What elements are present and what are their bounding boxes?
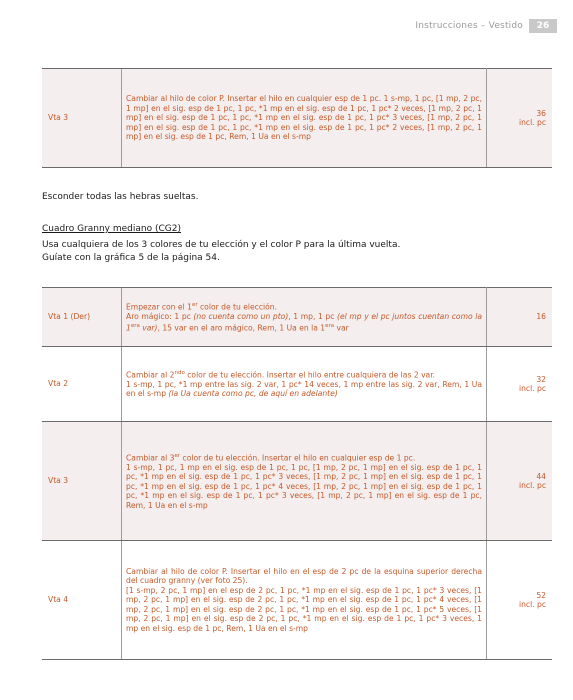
stitch-count-value: 52	[536, 590, 546, 600]
intro-line-2: Guíate con la gráfica 5 de la página 54.	[42, 253, 220, 263]
round-instructions: Cambiar al $2^{ndo}$ color de tu elección. Insertar el hilo entre cualquiera de las 2 var. 1 s-mp, 1 pc, *1 mp entre las sig. 2 var, 1 pc* 14 veces, 1 mp entre las sig. 2 var, Rem, 1 Ua en el s-mp (la Ua cuenta como pc, de aquí en adelante)	[122, 347, 487, 422]
stitch-count-note: incl. pc	[518, 600, 546, 609]
table-row	[42, 541, 552, 660]
stitch-count	[487, 69, 553, 168]
pattern-table-cg2	[42, 287, 552, 660]
pattern-table-top	[42, 68, 552, 168]
round-label: Vta 3	[42, 69, 122, 168]
stitch-count	[487, 347, 553, 422]
intro-line-1: Usa cualquiera de los 3 colores de tu elección y el color P para la última vuelta.	[42, 240, 401, 250]
section-title: Cuadro Granny mediano (CG2)	[42, 224, 181, 234]
round-label: Vta 1 (Der)	[42, 288, 122, 347]
round-instructions: Cambiar al 3er color de tu elección. Insertar el hilo en cualquier esp de 1 pc. 1 s-mp, 1 pc, 1 mp en el sig. esp de 1 pc, 1 pc, [1 mp, 2 pc, 1 mp] en el sig. esp de 1 pc, 1 pc, *1 mp en el sig. esp de 1 pc, 1 pc* 3 veces, [1 mp, 2 pc, 1 mp] en el sig. esp de 1 pc, 1 pc, *1 mp en el sig. esp de 1 pc, 1 pc* 4 veces, [1 mp, 2 pc, 1 mp] en el sig. esp de 1 pc, 1 pc, *1 mp en el sig. esp de 1 pc, 1 pc* 3 veces, [1 mp, 2 pc, 1 mp] en el sig. esp de 1 pc, Rem, 1 Ua en el s-mp	[122, 422, 487, 541]
table-row	[42, 347, 552, 422]
table-row	[42, 288, 552, 347]
page-number-badge: 26	[529, 19, 557, 33]
stitch-count-note: incl. pc	[518, 118, 546, 127]
stitch-count	[487, 541, 553, 660]
round-instructions: Empezar con el 1er color de tu elección. Aro mágico: 1 pc (no cuenta como un pto), 1 mp, 1 pc (el mp y el pc juntos cuentan como la $1^{era}$ var), 15 var en el aro mágico, Rem, 1 Ua en la $1^{era}$ var	[122, 288, 487, 347]
stitch-count-value: 32	[536, 374, 546, 384]
header-title: Instrucciones – Vestido	[415, 21, 523, 31]
round-label: Vta 4	[42, 541, 122, 660]
stitch-count	[487, 288, 553, 347]
stitch-count-value: 16	[536, 312, 546, 322]
round-instructions: Cambiar al hilo de color P. Insertar el hilo en el esp de 2 pc de la esquina superior derecha del cuadro granny (ver foto 25). [1 s-mp, 2 pc, 1 mp] en el esp de 2 pc, 1 pc, *1 mp en el sig. esp de 1 pc, 1 pc* 3 veces, [1 mp, 2 pc, 1 mp] en el sig. esp de 2 pc, 1 pc, *1 mp en el sig. esp de 1 pc, 1 pc* 4 veces, [1 mp, 2 pc, 1 mp] en el sig. esp de 2 pc, 1 pc, *1 mp en el sig. esp de 1 pc, 1 pc* 5 veces, [1 mp, 2 pc, 1 mp] en el sig. esp de 2 pc, 1 pc, *1 mp en el sig. esp de 1 pc, 1 pc* 3 veces, 1 mp en el sig. esp de 1 pc, Rem, 1 Ua en el s-mp	[122, 541, 487, 660]
stitch-count-value: 36	[536, 108, 546, 118]
round-label: Vta 3	[42, 422, 122, 541]
round-instructions: Cambiar al hilo de color P. Insertar el hilo en cualquier esp de 1 pc. 1 s-mp, 1 pc, [1 mp, 2 pc, 1 mp] en el sig. esp de 1 pc, 1 pc, *1 mp en el sig. esp de 1 pc, 1 pc* 2 veces, [1 mp, 2 pc, 1 mp] en el sig. esp de 1 pc, 1 pc, *1 mp en el sig. esp de 1 pc, 1 pc* 3 veces, [1 mp, 2 pc, 1 mp] en el sig. esp de 1 pc, 1 pc, *1 mp en el sig. esp de 1 pc, 1 pc* 2 veces, [1 mp, 2 pc, 1 mp] en el sig. esp de 1 pc, Rem, 1 Ua en el s-mp	[122, 69, 487, 168]
stitch-count-note: incl. pc	[518, 481, 546, 490]
round-label: Vta 2	[42, 347, 122, 422]
page-header	[415, 18, 557, 34]
table-row	[42, 69, 552, 168]
table-row	[42, 422, 552, 541]
hide-threads-note: Esconder todas las hebras sueltas.	[42, 192, 199, 202]
stitch-count	[487, 422, 553, 541]
stitch-count-value: 44	[536, 471, 546, 481]
stitch-count-note: incl. pc	[518, 384, 546, 393]
